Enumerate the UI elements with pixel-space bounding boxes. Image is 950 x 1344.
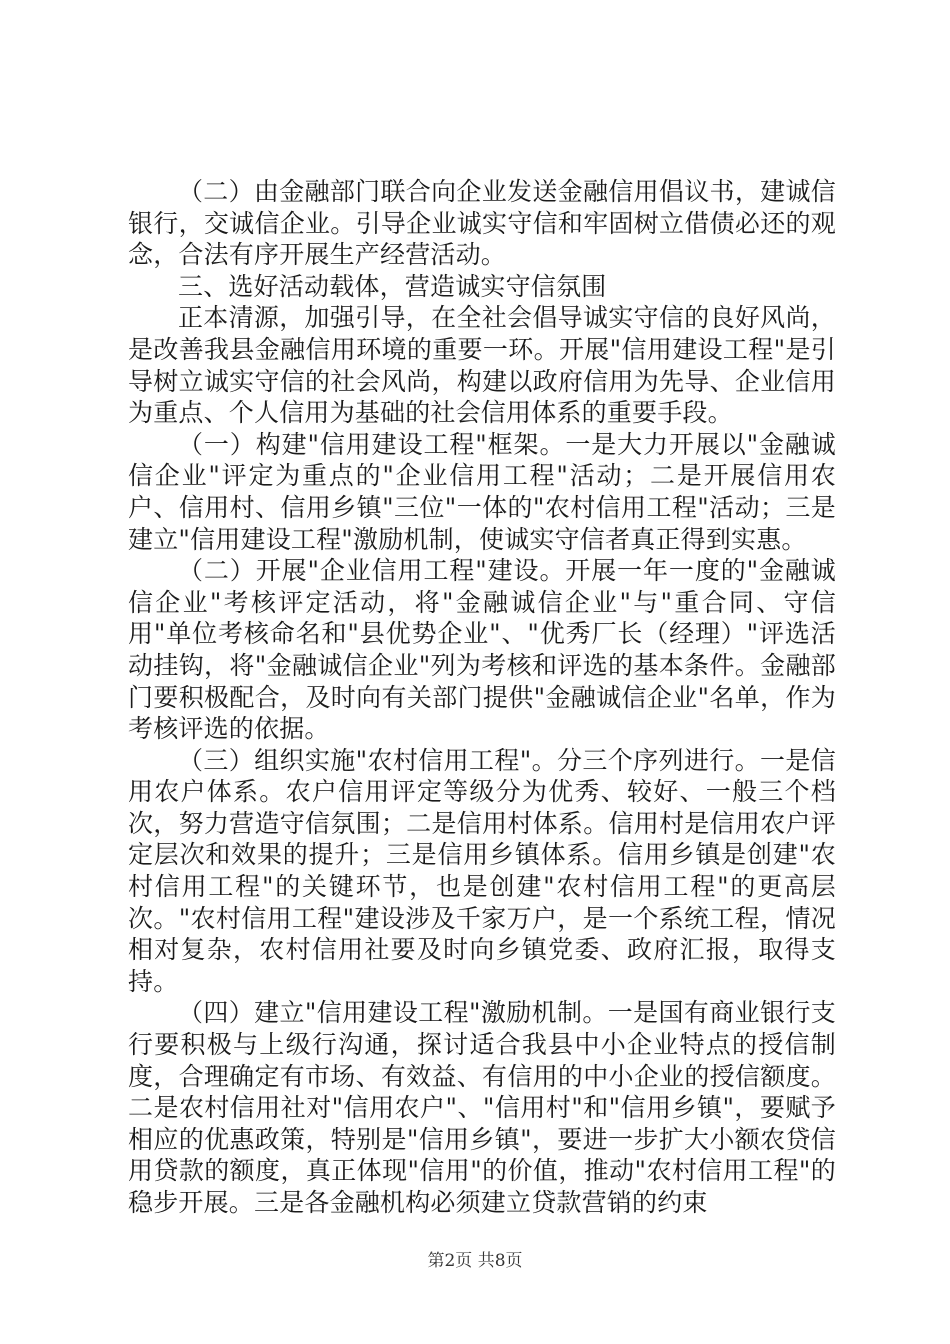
paragraph-section-3-intro: 正本清源，加强引导，在全社会倡导诚实守信的良好风尚，是改善我县金融信用环境的重要一环。开展"信用建设工程"是引导树立诚实守信的社会风尚，构建以政府信用为先导、企业信用为重点、个人信用为基础的社会信用体系的重要手段。 [128,303,836,428]
paragraph-subsection-4: （四）建立"信用建设工程"激励机制。一是国有商业银行支行要积极与上级行沟通，探讨适合我县中小企业特点的授信制度，合理确定有市场、有效益、有信用的中小企业的授信额度。二是农村信用社对"信用农户"、"信用村"和"信用乡镇"，要赋予相应的优惠政策，特别是"信用乡镇"，要进一步扩大小额农贷信用贷款的额度，真正体现"信用"的价值，推动"农村信用工程"的稳步开展。三是各金融机构必须建立贷款营销的约束 [128,998,836,1217]
paragraph-subsection-2: （二）开展"企业信用工程"建设。开展一年一度的"金融诚信企业"考核评定活动，将"金融诚信企业"与"重合同、守信用"单位考核命名和"县优势企业"、"优秀厂长（经理）"评选活动挂钩，将"金融诚信企业"列为考核和评选的基本条件。金融部门要积极配合，及时向有关部门提供"金融诚信企业"名单，作为考核评选的依据。 [128,556,836,744]
paragraph-subsection-3: （三）组织实施"农村信用工程"。分三个序列进行。一是信用农户体系。农户信用评定等级分为优秀、较好、一般三个档次，努力营造守信氛围；二是信用村体系。信用村是信用农户评定层次和效果的提升；三是信用乡镇体系。信用乡镇是创建"农村信用工程"的关键环节，也是创建"农村信用工程"的更高层次。"农村信用工程"建设涉及千家万户，是一个系统工程，情况相对复杂，农村信用社要及时向乡镇党委、政府汇报，取得支持。 [128,745,836,996]
page-footer: 第2页 共8页 [427,1251,523,1271]
document-body [128,176,836,1219]
section-heading-3: 三、选好活动载体，营造诚实守信氛围 [178,271,607,301]
paragraph-subsection-1: （一）构建"信用建设工程"框架。一是大力开展以"金融诚信企业"评定为重点的"企业信用工程"活动；二是开展信用农户、信用村、信用乡镇"三位"一体的"农村信用工程"活动；三是建立"信用建设工程"激励机制，使诚实守信者真正得到实惠。 [128,429,836,554]
paragraph-section-2-initiative: （二）由金融部门联合向企业发送金融信用倡议书，建诚信银行，交诚信企业。引导企业诚实守信和牢固树立借债必还的观念，合法有序开展生产经营活动。 [128,177,836,270]
